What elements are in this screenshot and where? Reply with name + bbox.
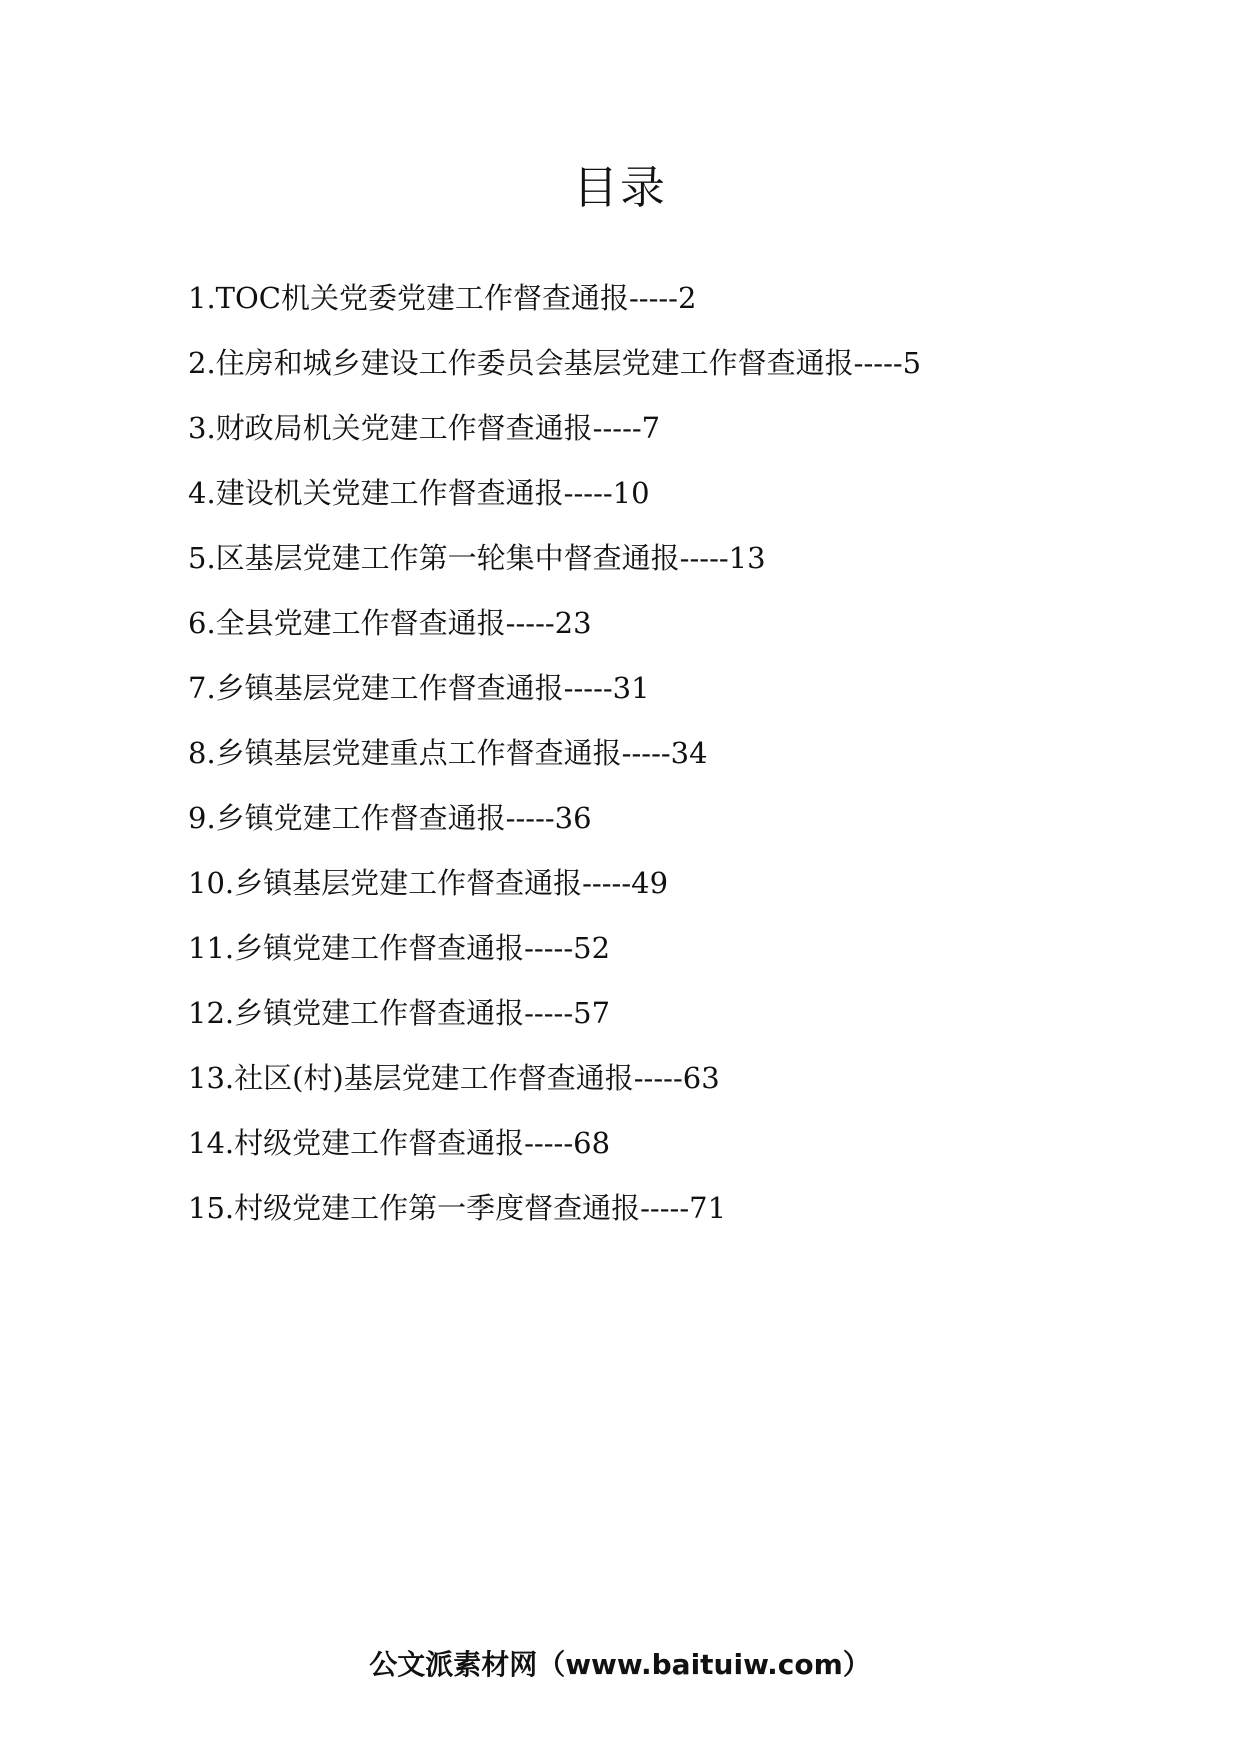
toc-entry-2: 2.住房和城乡建设工作委员会基层党建工作督查通报-----5 — [188, 346, 922, 380]
toc-entry-14: 14.村级党建工作督查通报-----68 — [188, 1126, 611, 1160]
toc-entry-4: 4.建设机关党建工作督查通报-----10 — [188, 476, 650, 510]
table-of-contents — [188, 266, 1068, 1241]
toc-entry-7: 7.乡镇基层党建工作督查通报-----31 — [188, 671, 650, 705]
toc-entry-6: 6.全县党建工作督查通报-----23 — [188, 606, 592, 640]
toc-entry-15: 15.村级党建工作第一季度督查通报-----71 — [188, 1191, 727, 1225]
toc-entry-13: 13.社区(村)基层党建工作督查通报-----63 — [188, 1061, 720, 1095]
toc-entry-3: 3.财政局机关党建工作督查通报-----7 — [188, 411, 661, 445]
toc-entry-12: 12.乡镇党建工作督查通报-----57 — [188, 996, 611, 1030]
toc-entry-5: 5.区基层党建工作第一轮集中督查通报-----13 — [188, 541, 766, 575]
toc-entry-10: 10.乡镇基层党建工作督查通报-----49 — [188, 866, 669, 900]
toc-entry-8: 8.乡镇基层党建重点工作督查通报-----34 — [188, 736, 708, 770]
toc-entry-1: 1.TOC机关党委党建工作督查通报-----2 — [188, 281, 697, 315]
toc-entry-9: 9.乡镇党建工作督查通报-----36 — [188, 801, 592, 835]
page-title: 目录 — [572, 161, 667, 214]
toc-entry-11: 11.乡镇党建工作督查通报-----52 — [188, 931, 611, 965]
page-footer: 公文派素材网（www.baituiw.com） — [369, 1648, 871, 1681]
